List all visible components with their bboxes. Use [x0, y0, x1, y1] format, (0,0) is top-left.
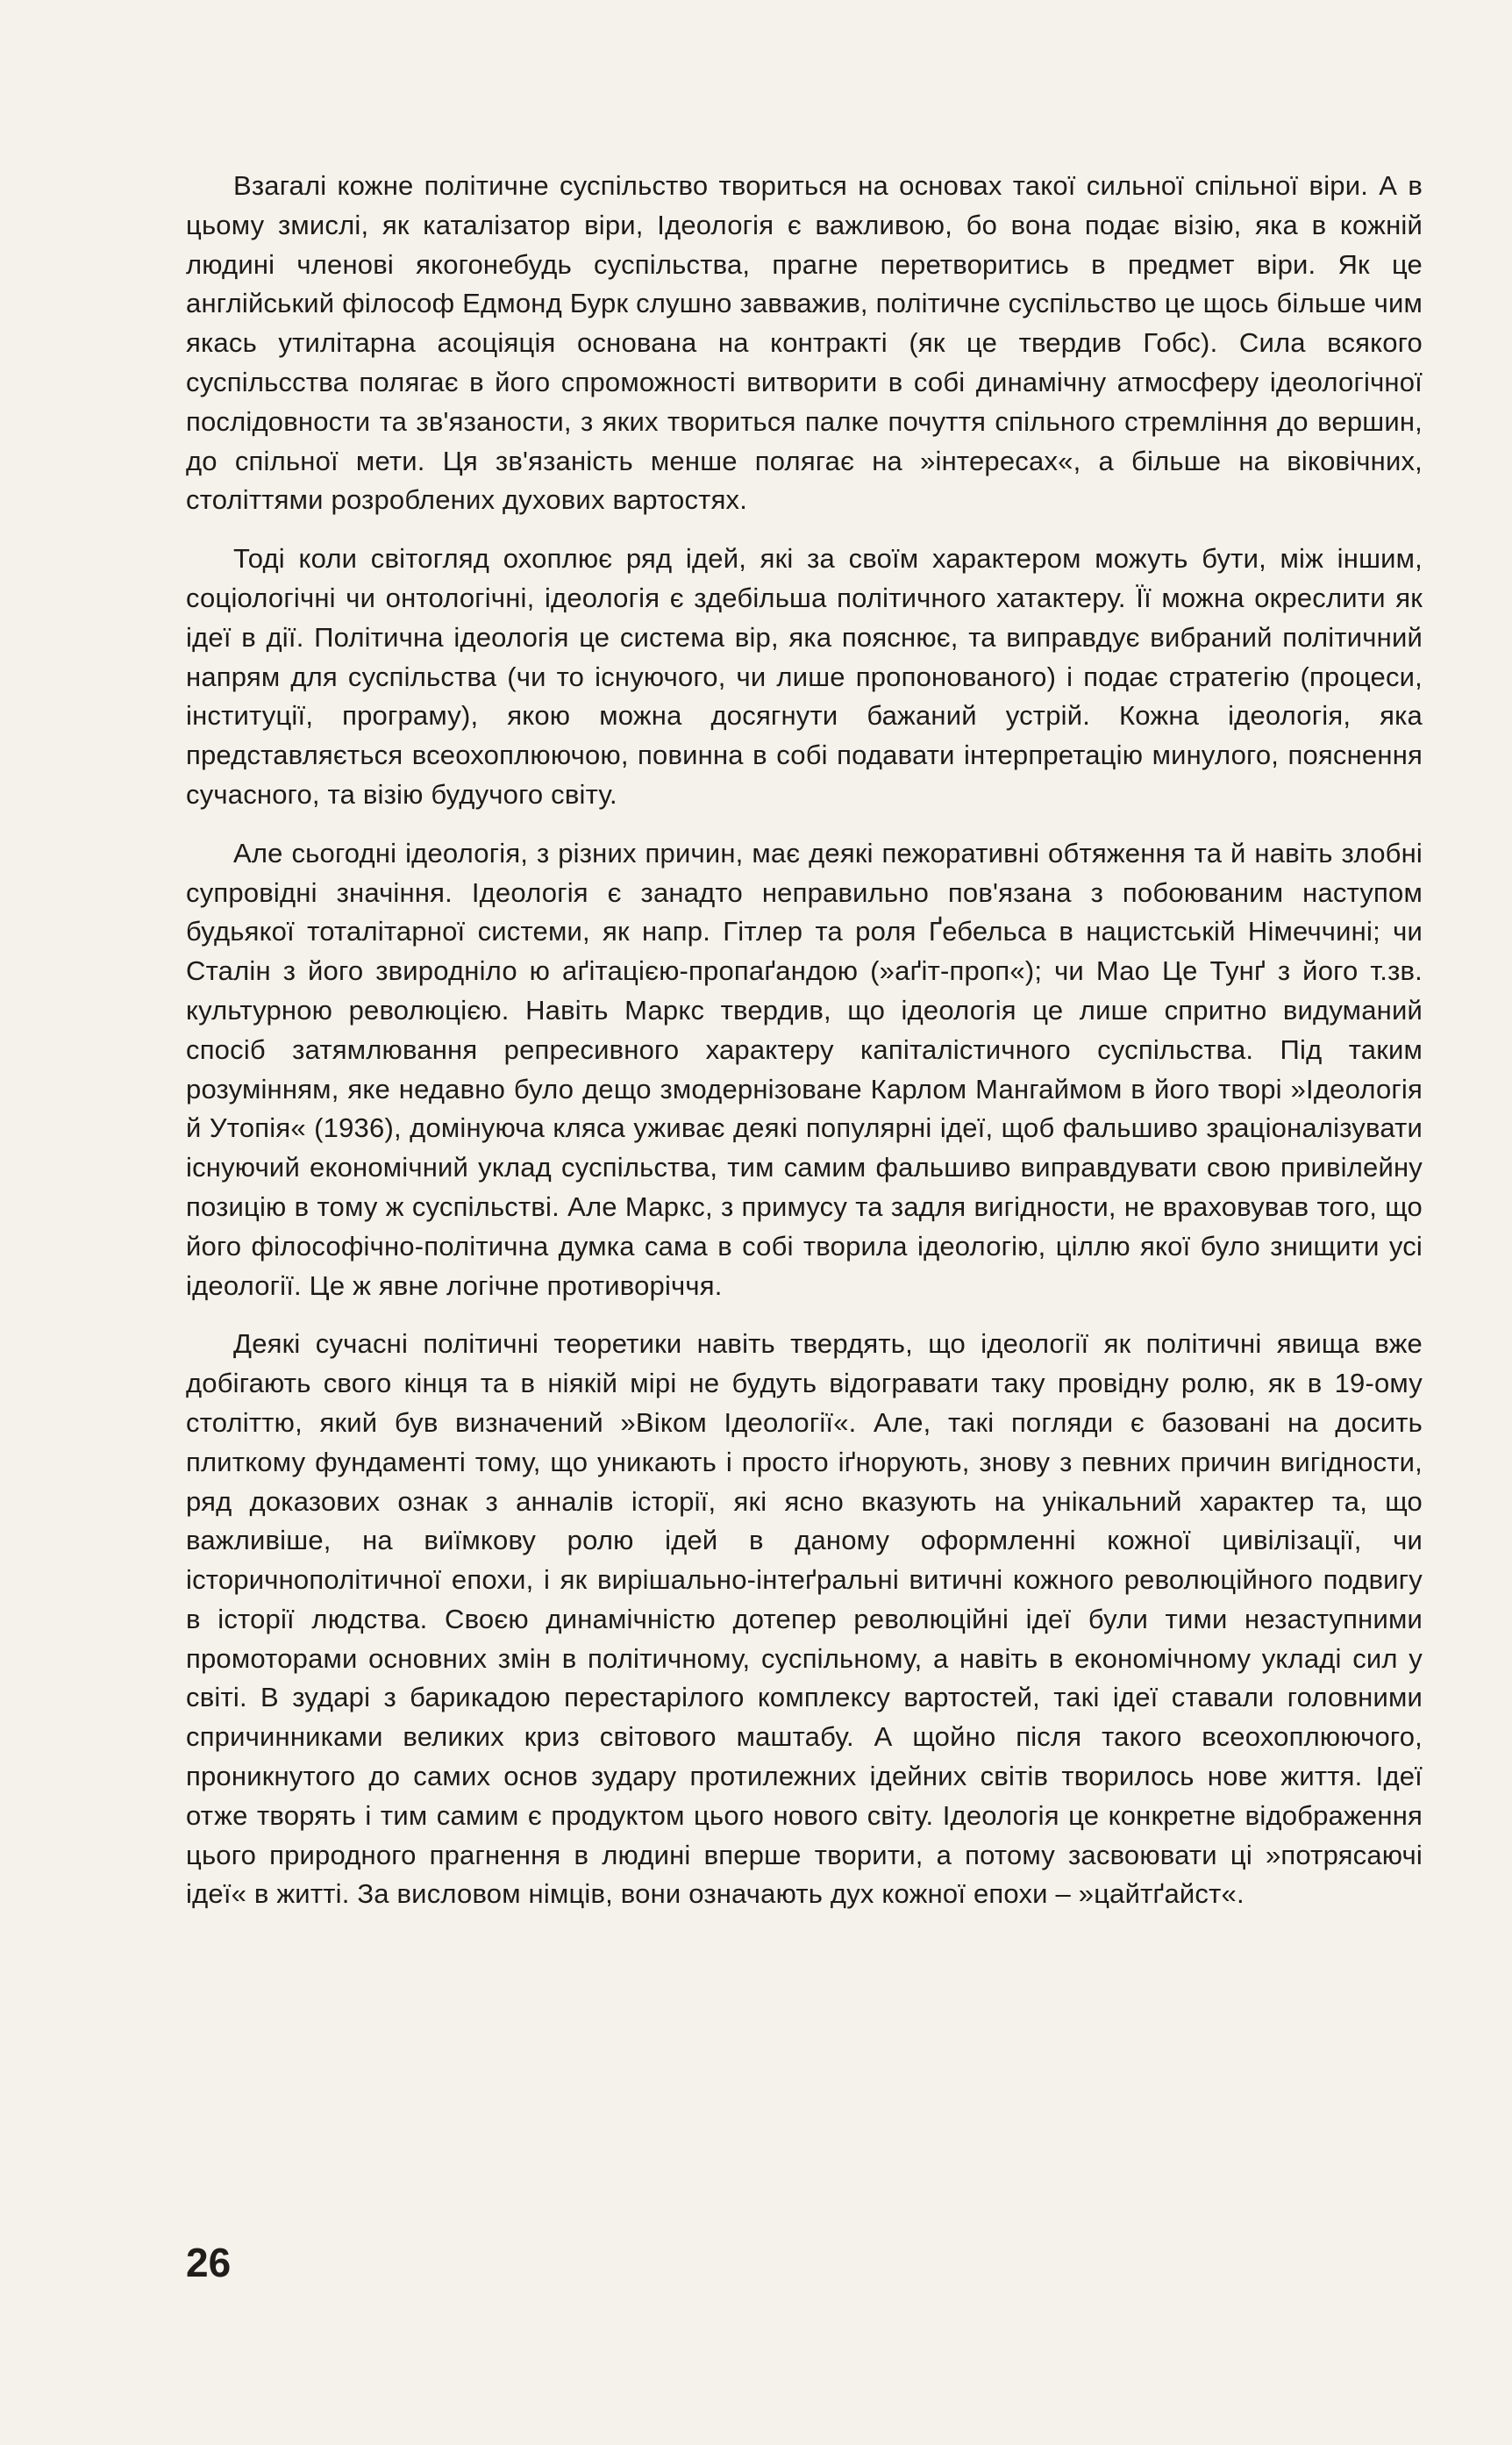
paragraph-4: Деякі сучасні політичні теоретики навіть твердять, що ідеології як політичні явища вже добігають свого кінця та в ніякій мірі не будуть відогравати таку провідну ролю, як в 19-ому століттю, який був визначений »Віком Ідеології«. Але, такі погляди є базовані на досить плиткому фундаменті тому, що уникають і просто іґнорують, знову з певних причин вигідности, ряд доказових ознак з анналів історії, які ясно вказують на унікальний характер та, що важливіше, на виїмкову ролю ідей в даному оформленні кожної цивілізації, чи історичнополітичної епохи, і як вирішально-інтеґральні витичні кожного революційного подвигу в історії людства. Своєю динамічністю дотепер революційні ідеї були тими незаступними промоторами основних змін в політичному, суспільному, а навіть в економічному укладі сил у світі. В зударі з барикадою перестарілого комплексу вартостей, такі ідеї ставали головними спричинниками великих криз світового маштабу. А щойно після такого всеохоплюючого, проникнутого до самих основ зудару протилежних ідейних світів творилось нове життя. Ідеї отже творять і тим самим є продуктом цього нового світу. Ідеологія це конкретне відображення цього природного прагнення в людині вперше творити, а потому засвоювати ці »потрясаючі ідеї« в житті. За висловом німців, вони означають дух кожної епохи – »цайтґайст«. — [186, 1328, 1423, 1910]
page-number: 26 — [186, 2240, 232, 2285]
paragraph-3: Але сьогодні ідеологія, з різних причин, має деякі пежоративні обтяження та й навіть злобні супровідні значіння. Ідеологія є занадто неправильно пов'язана з побоюваним наступом будьякої тоталітарної системи, як напр. Гітлер та роля Ґебельса в нацистській Німеччині; чи Сталін з його звиродніло ю аґітацією-пропаґандою (»аґіт-проп«); чи Мао Це Тунґ з його т.зв. культурною революцією. Навіть Маркс твердив, що ідеологія це лише спритно видуманий спосіб затямлювання репресивного характеру капіталістичного суспільства. Під таким розумінням, яке недавно було дещо змодернізоване Карлом Мангаймом в його творі »Ідеологія й Утопія« (1936), домінуюча кляса уживає деякі популярні ідеї, щоб фальшиво зраціоналізувати існуючий економічний уклад суспільства, тим самим фальшиво виправдувати свою привілейну позицію в тому ж суспільстві. Але Маркс, з примусу та задля вигідности, не враховував того, що його філософічно-політична думка сама в собі творила ідеологію, ціллю якої було знищити усі ідеології. Це ж явне логічне противоріччя. — [186, 837, 1423, 1301]
paragraph-1: Взагалі кожне політичне суспільство твориться на основах такої сильної спільної віри. А в цьому змислі, як каталізатор віри, Ідеологія є важливою, бо вона подає візію, яка в кожній людині членові якогонебудь суспільства, прагне перетворитись в предмет віри. Як це англійський філософ Едмонд Бурк слушно завважив, політичне суспільство це щось більше чим якась утилітарна асоціяція основана на контракті (як це твердив Гобс). Сила всякого суспільсства полягає в його спроможності витворити в собі динамічну атмосферу ідеологічної послідовности та зв'язаности, з яких твориться палке почуття спільного стремління до вершин, до спільної мети. Ця зв'язаність менше полягає на »інтересах«, а більше на віковічних, століттями розроблених духових вартостях. — [186, 170, 1423, 516]
body-text — [186, 167, 1423, 1934]
paragraph-2: Тоді коли світогляд охоплює ряд ідей, які за своїм характером можуть бути, між іншим, соціологічні чи онтологічні, ідеологія є здебільша політичного хатактеру. Її можна окреслити як ідеї в дії. Політична ідеологія це система вір, яка пояснює, та виправдує вибраний політичний напрям для суспільства (чи то існуючого, чи лише пропонованого) і подає стратегію (процеси, інституції, програму), якою можна досягнути бажаний устрій. Кожна ідеологія, яка представляється всеохоплюючою, повинна в собі подавати інтерпретацію минулого, пояснення сучасного, та візію будучого світу. — [186, 543, 1423, 810]
